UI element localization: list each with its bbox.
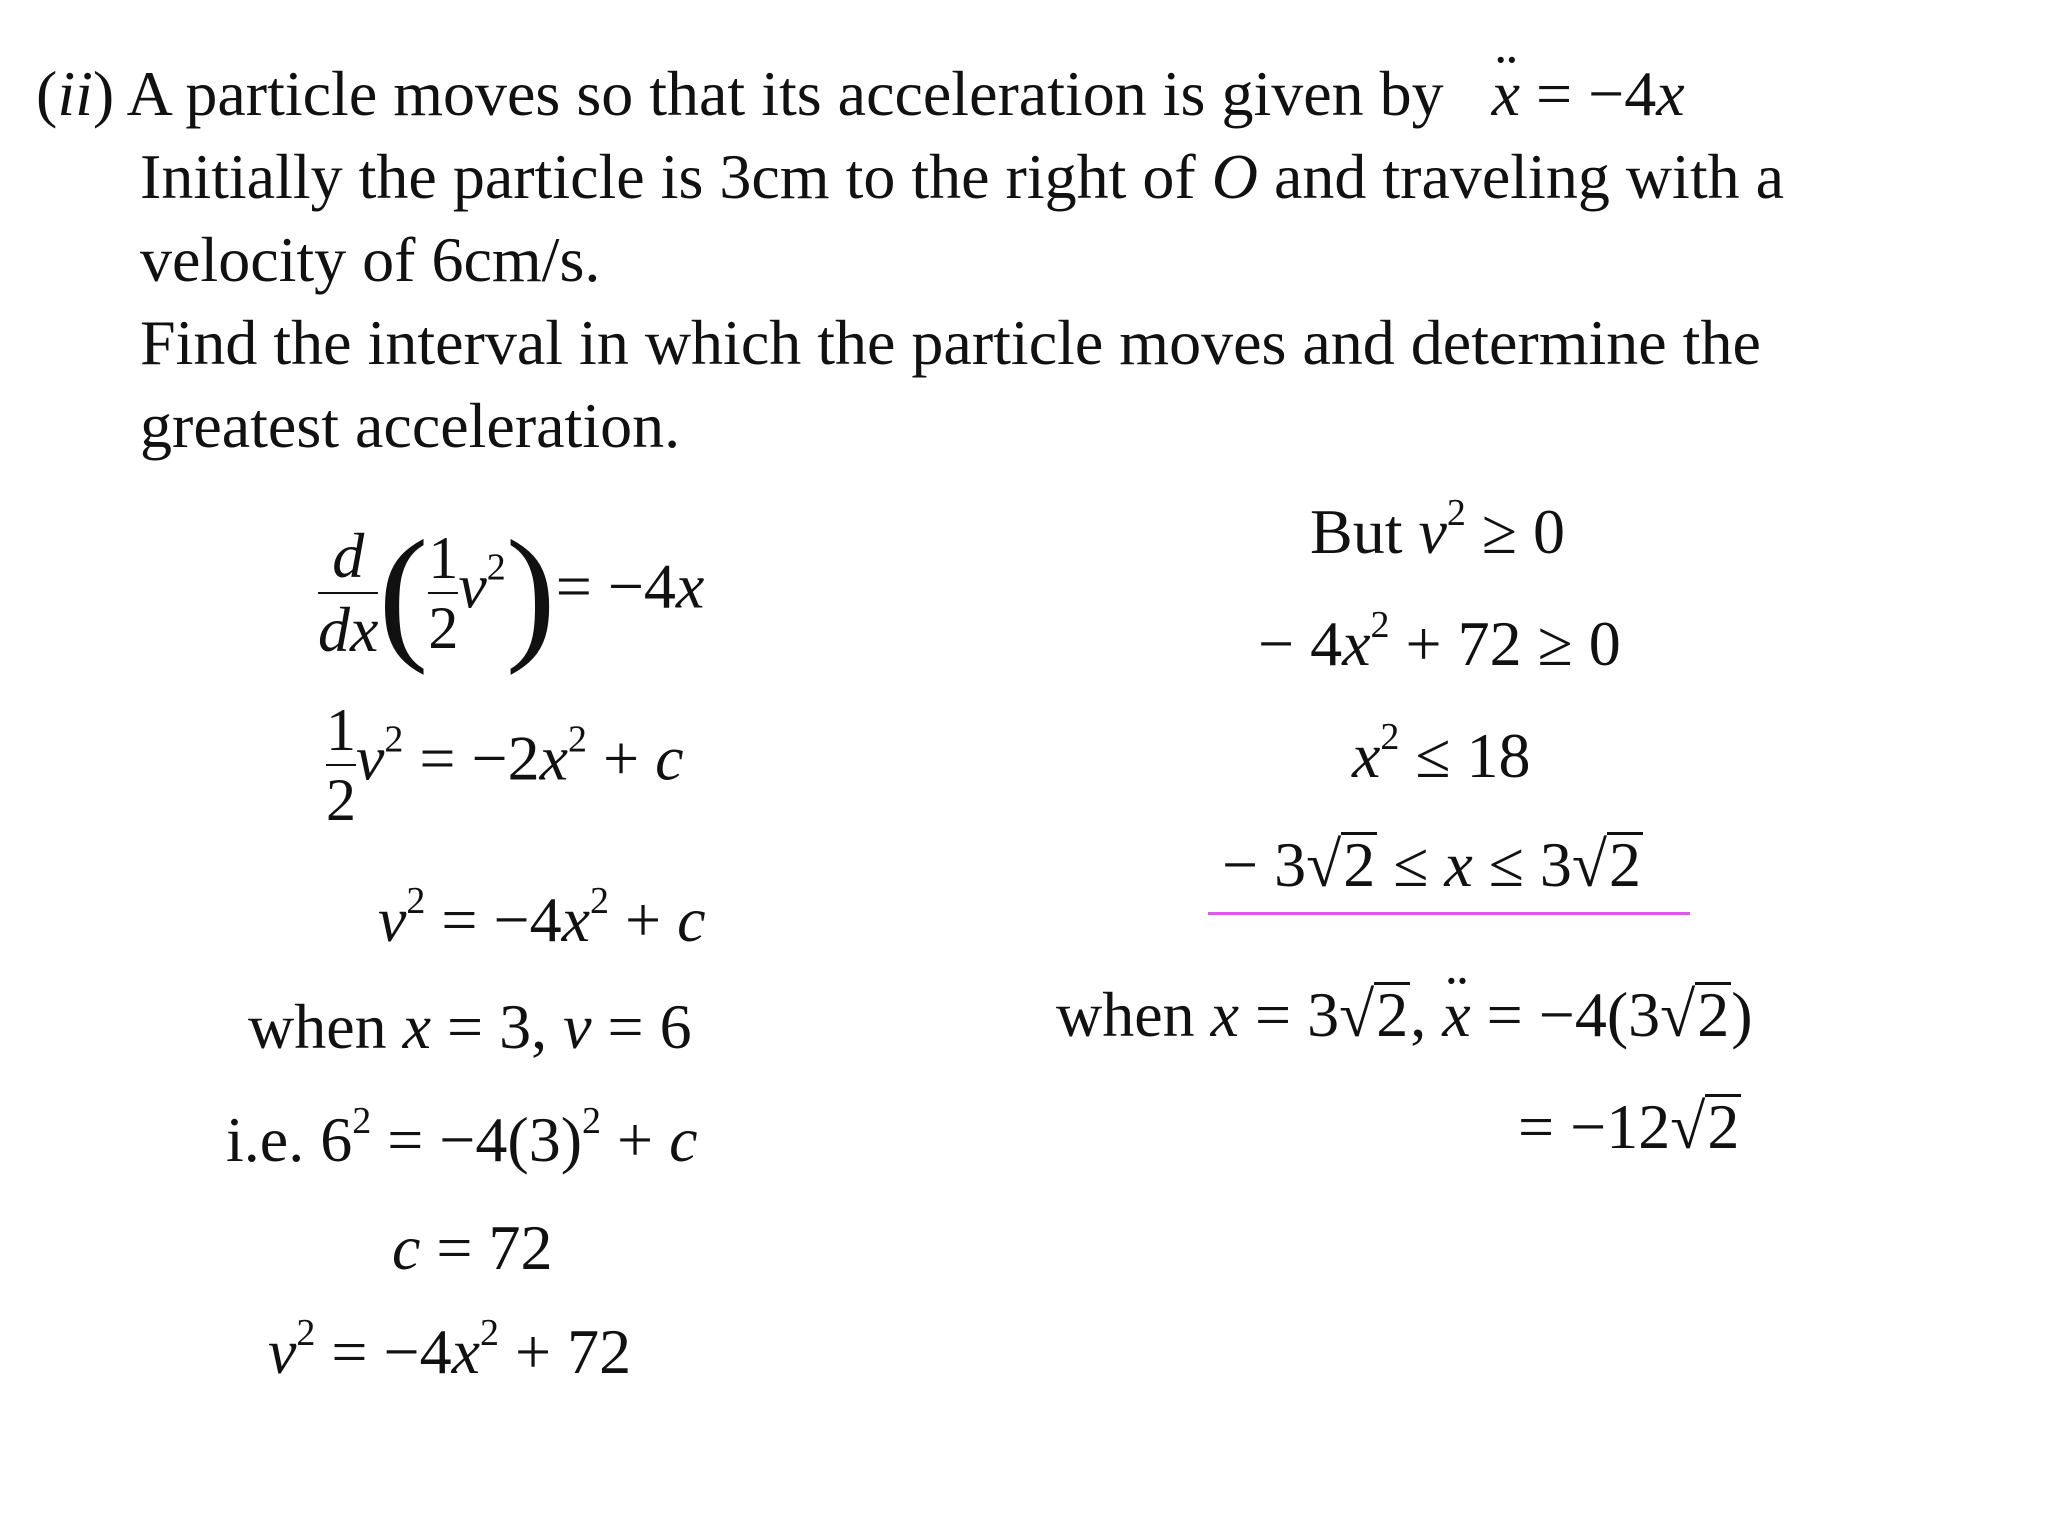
acceleration-rhs: = −4 [1536, 58, 1657, 129]
problem-line-3 [140, 218, 600, 301]
eq1-rhs: = −4 [555, 550, 676, 622]
equation-6: c = 72 [392, 1212, 553, 1283]
interval-underline [1208, 912, 1690, 915]
ineq-4: − 3√2 ≤ x ≤ 3√2 [1222, 829, 1641, 900]
cond-text: = 3, [431, 991, 564, 1062]
result-line [1518, 1091, 1741, 1162]
eq5-rhs: = −4(3) [371, 1104, 582, 1175]
eq7-const: + 72 [499, 1316, 632, 1387]
sqrt-2: √2 [1339, 979, 1409, 1050]
sqrt-2: √2 [1660, 979, 1730, 1050]
problem-text: Find the interval in which the particle moves and determine the [140, 307, 1761, 378]
when-text: when [248, 991, 403, 1062]
problem-line-5 [140, 384, 680, 467]
x-double-dot: ¨ x [1492, 52, 1520, 135]
problem-line-1: (ii) A particle moves so that its acceleration is given by ¨ x = −4x [36, 52, 1685, 135]
problem-text: velocity of 6cm/s. [140, 224, 601, 295]
sqrt-2: √2 [1571, 829, 1641, 900]
var-x: x [1656, 58, 1685, 129]
equation-4: when x = 3, v = 6 [248, 991, 692, 1062]
but-text: But [1310, 496, 1419, 567]
part-label: ii [57, 58, 93, 129]
sqrt-2: √2 [1306, 829, 1376, 900]
equation-3: $v^2 = -4x^2 + c$ [378, 880, 706, 955]
eq6-rhs: = 72 [420, 1212, 553, 1283]
ineq-2: − $4x^2 + 72 \ge 0$ [1258, 604, 1621, 679]
ineq2-a: − 4 [1258, 608, 1343, 679]
when-eq: = 3 [1239, 979, 1340, 1050]
problem-text: Initially the particle is 3cm to the right of [140, 141, 1212, 212]
ineq3: ≤ 18 [1399, 720, 1531, 791]
when-ddx: = −4(3 [1470, 979, 1661, 1050]
result-text: = −12 [1518, 1091, 1671, 1162]
equation-7: $v^2 = -4x^2 + 72$ [268, 1312, 632, 1387]
cond-text-2: = 6 [591, 991, 692, 1062]
half-fraction: $\frac{1}{2}$ [326, 697, 356, 833]
problem-text: greatest acceleration. [140, 390, 681, 461]
problem-text: A particle moves so that its acceleration is given by [126, 58, 1444, 129]
x-double-dot: ¨ x [1442, 983, 1470, 1047]
origin-label: O [1211, 141, 1258, 212]
problem-line-2 [140, 135, 1784, 218]
ineq-3: $x^2 \le 18$ [1352, 716, 1531, 791]
ie-text: i.e. 6 [226, 1104, 353, 1175]
d-dx-fraction: $\frac{d}{dx}$ [318, 520, 379, 665]
equation-1: $\frac{d}{dx}$ ( $\frac{1}{2}$ $v^2)= -4x$ [318, 510, 705, 676]
problem-line-4 [140, 301, 1761, 384]
eq2-rhs: = −2 [403, 722, 540, 794]
equation-5: i.e. $6^2 = -4(3)^2 + c$ [226, 1100, 698, 1175]
eq3-rhs: = −4 [425, 884, 562, 955]
ineq4-c: ≤ 3 [1472, 829, 1572, 900]
eq7-rhs: = −4 [315, 1316, 452, 1387]
equation-2: $\frac{1}{2}$ $v^2 = -2x^2 + c$ [326, 697, 684, 833]
ineq4-b: ≤ [1377, 829, 1445, 900]
ineq2-b: + 72 ≥ 0 [1389, 608, 1621, 679]
half-fraction: $\frac{1}{2}$ [428, 525, 459, 661]
ge0-text: ≥ 0 [1465, 496, 1565, 567]
ineq4-a: − 3 [1222, 829, 1307, 900]
when-max-line: when x = 3√2, ¨ x = −4(3√2) [1056, 982, 1753, 1047]
when-text: when [1056, 979, 1211, 1050]
problem-text: and traveling with a [1257, 141, 1784, 212]
sqrt-2: √2 [1670, 1091, 1740, 1162]
ineq-1: But $v^2 \ge 0$ [1310, 492, 1565, 567]
